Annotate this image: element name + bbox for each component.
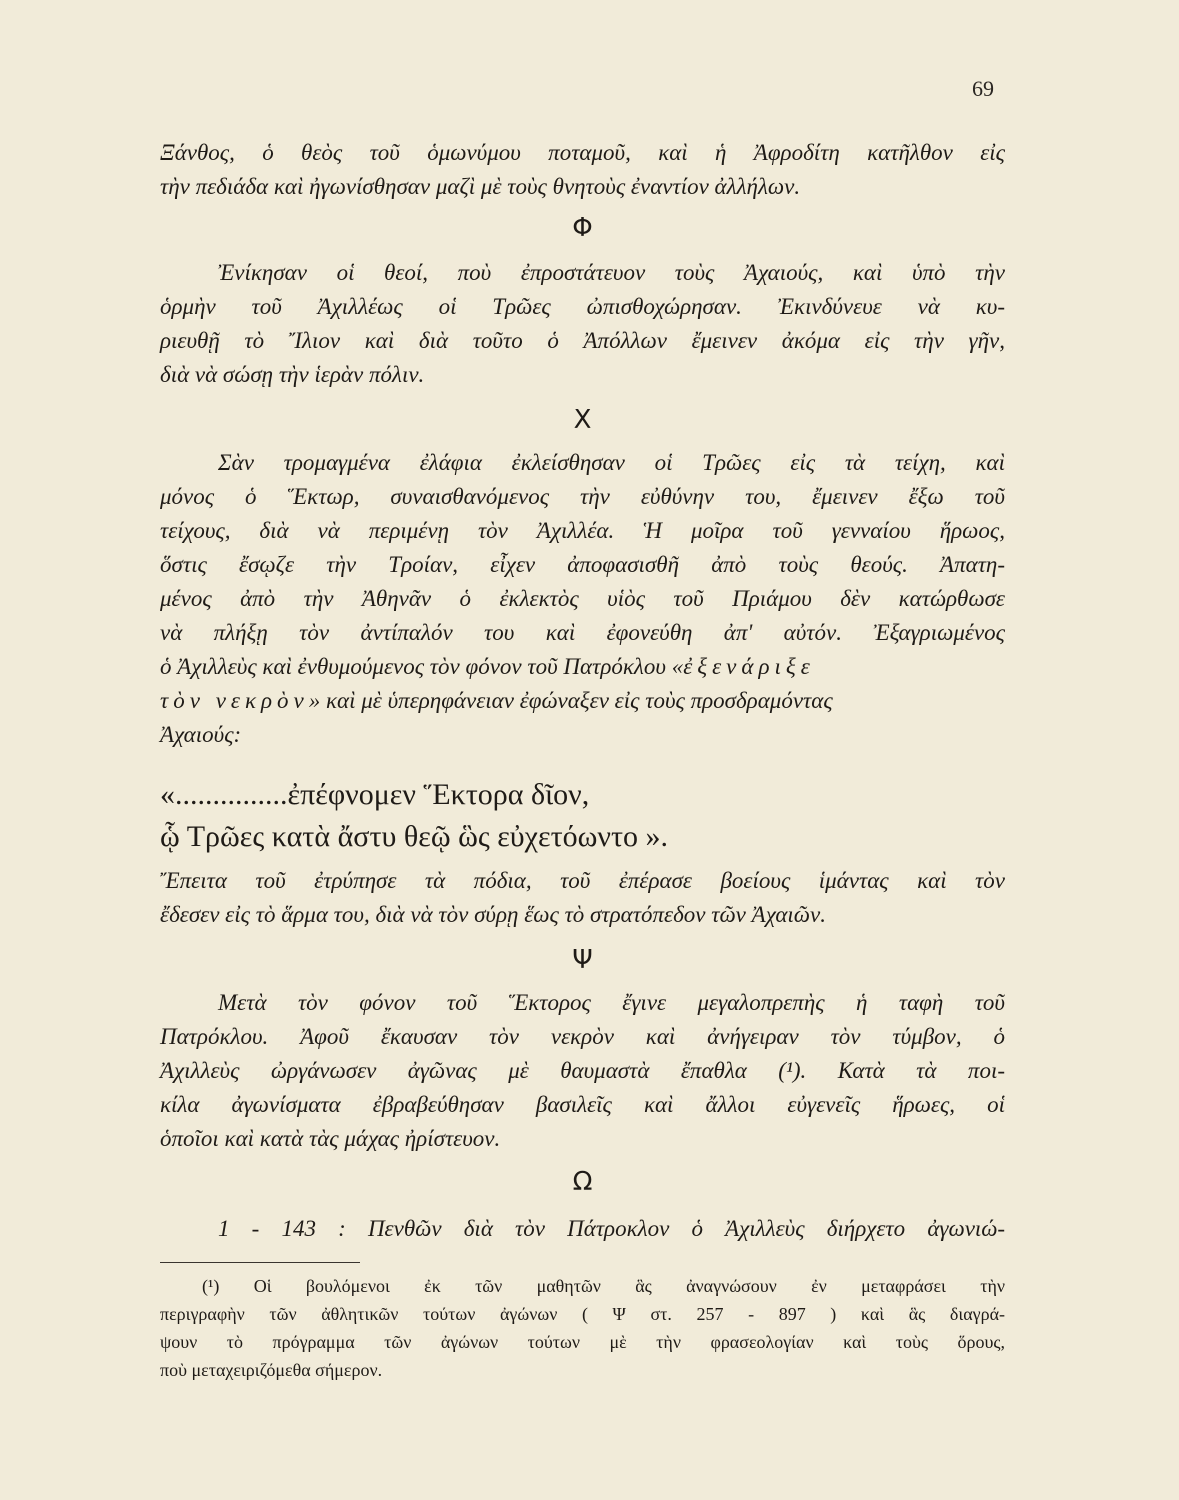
text-line: ὅστις ἔσῳζε τὴν Τροίαν, εἶχεν ἀποφασισθῆ ἀπὸ τοὺς θεούς. Ἀπατη- [160,552,1005,577]
verse-line: «...............ἐπέφνομεν Ἕκτορα δῖον, [160,778,590,811]
book-letter-psi: Ψ [572,945,593,975]
text-fragment: ὁ Ἀχιλλεὺς καὶ ἐνθυμούμενος τὸν φόνον τοῦ Πατρόκλου « [160,654,684,679]
section-heading-phi [160,208,1005,248]
text-line [160,650,1005,684]
footnote-line: ποὺ μεταχειριζόμεθα σήμερον. [160,1360,383,1380]
footnote [160,1272,1005,1384]
paragraph-psi [160,986,1005,1156]
paragraph-chi [160,446,1005,752]
text-line: ἔδεσεν εἰς τὸ ἅρμα του, διὰ νὰ τὸν σύρῃ ἕως τὸ στρατόπεδον τῶν Ἀχαιῶν. [160,902,826,927]
paragraph-after-verse [160,864,1005,932]
quoted-spaced-text: τὸν νεκρὸν [160,688,309,713]
text-line: Ἀχιλλεὺς ὠργάνωσεν ἀγῶνας μὲ θαυμαστὰ ἔπαθλα (¹). Κατὰ τὰ ποι- [160,1058,1005,1083]
paragraph-phi [160,256,1005,392]
section-heading-omega [160,1162,1005,1202]
text-line: Ἔπειτα τοῦ ἐτρύπησε τὰ πόδια, τοῦ ἐπέρασε βοείους ἱμάντας καὶ τὸν [160,868,1005,893]
text-line: ριευθῇ τὸ Ἴλιον καὶ διὰ τοῦτο ὁ Ἀπόλλων ἔμεινεν ἀκόμα εἰς τὴν γῆν, [160,328,1005,353]
text-fragment: » καὶ μὲ ὑπερηφάνειαν ἐφώναξεν εἰς τοὺς προσδραμόντας [308,688,833,713]
text-line: Πατρόκλου. Ἀφοῦ ἔκαυσαν τὸν νεκρὸν καὶ ἀνήγειραν τὸν τύμβον, ὁ [160,1024,1005,1049]
text-line: κίλα ἀγωνίσματα ἐβραβεύθησαν βασιλεῖς καὶ ἄλλοι εὐγενεῖς ἥρωες, οἱ [160,1092,1005,1117]
section-heading-psi [160,940,1005,980]
text-line: διὰ νὰ σώσῃ τὴν ἱερὰν πόλιν. [160,362,425,387]
text-line: μόνος ὁ Ἕκτωρ, συναισθανόμενος τὴν εὐθύνην του, ἔμεινεν ἔξω τοῦ [160,484,1005,509]
text-line: ὁρμὴν τοῦ Ἀχιλλέως οἱ Τρῶες ὠπισθοχώρησαν. Ἐκινδύνευε νὰ κυ- [160,294,1005,319]
text-line: τὴν πεδιάδα καὶ ἠγωνίσθησαν μαζὶ μὲ τοὺς θνητοὺς ἐναντίον ἀλλήλων. [160,174,801,199]
section-heading-chi [160,400,1005,440]
text-line: Σὰν τρομαγμένα ἐλάφια ἐκλείσθησαν οἱ Τρῶες εἰς τὰ τείχη, καὶ [218,450,1005,475]
book-letter-omega: Ω [572,1167,593,1197]
text-line: Ἀχαιούς: [160,722,242,747]
footnote-line: περιγραφὴν τῶν ἀθλητικῶν τούτων ἀγώνων ( Ψ στ. 257 - 897 ) καὶ ἃς διαγρά- [160,1304,1005,1324]
text-line [160,684,1005,718]
footnote-line: (¹) Οἱ βουλόμενοι ἐκ τῶν μαθητῶν ἃς ἀναγνώσουν ἐν μεταφράσει τὴν [202,1276,1005,1296]
page-number: 69 [972,76,994,101]
book-letter-chi: Χ [573,405,592,435]
text-line: νὰ πλήξῃ τὸν ἀντίπαλόν του καὶ ἐφονεύθη ἀπ' αὐτόν. Ἐξαγριωμένος [160,620,1005,645]
verse-quotation [160,774,1005,858]
paragraph-xi [160,136,1005,204]
footnote-divider [160,1262,360,1263]
book-letter-phi: Φ [572,213,593,243]
text-line: 1 - 143 : Πενθῶν διὰ τὸν Πάτροκλον ὁ Ἀχιλλεὺς διήρχετο ἀγωνιώ- [218,1216,1005,1241]
quoted-spaced-text: ἐξενάριξε [683,654,815,679]
text-line: τείχους, διὰ νὰ περιμένῃ τὸν Ἀχιλλέα. Ἡ μοῖρα τοῦ γενναίου ἥρωος, [160,518,1005,543]
text-line: ὁποῖοι καὶ κατὰ τὰς μάχας ἠρίστευον. [160,1126,501,1151]
text-line: μένος ἀπὸ τὴν Ἀθηνᾶν ὁ ἐκλεκτὸς υἱὸς τοῦ Πριάμου δὲν κατώρθωσε [160,586,1005,611]
text-line: Ἐνίκησαν οἱ θεοί, ποὺ ἐπροστάτευον τοὺς Ἀχαιούς, καὶ ὑπὸ τὴν [218,260,1005,285]
text-line: Μετὰ τὸν φόνον τοῦ Ἕκτορος ἔγινε μεγαλοπρεπὴς ἡ ταφὴ τοῦ [218,990,1005,1015]
text-line: Ξάνθος, ὁ θεὸς τοῦ ὁμωνύμου ποταμοῦ, καὶ ἡ Ἀφροδίτη κατῆλθον εἰς [160,140,1005,165]
verse-line: ᾧ Τρῶες κατὰ ἄστυ θεῷ ὣς εὐχετόωντο ». [160,820,668,853]
footnote-line: ψουν τὸ πρόγραμμα τῶν ἀγώνων τούτων μὲ τὴν φρασεολογίαν καὶ τοὺς ὅρους, [160,1332,1005,1352]
paragraph-omega [160,1212,1005,1246]
